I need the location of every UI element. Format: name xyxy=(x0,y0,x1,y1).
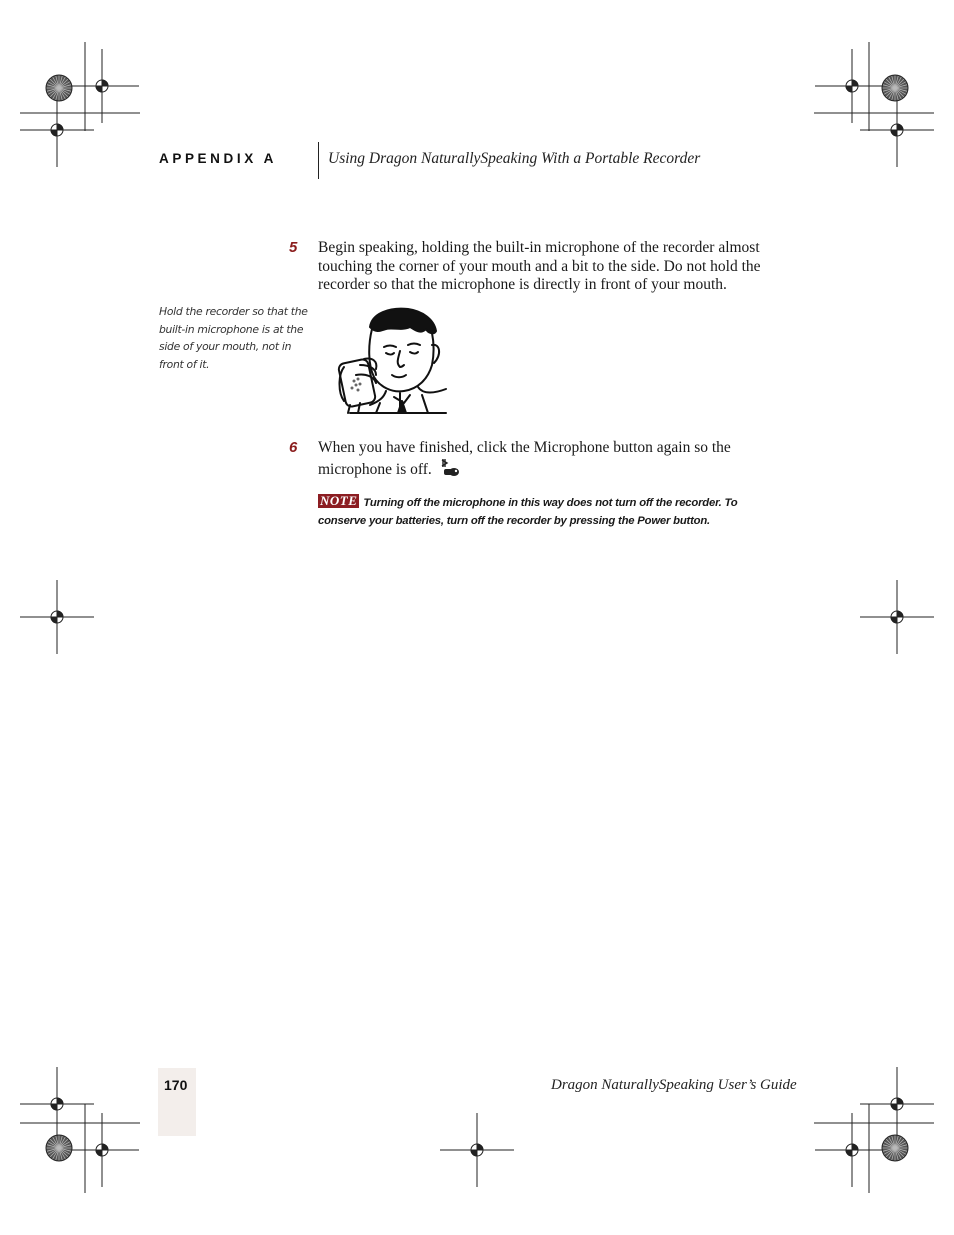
note-badge: NOTE xyxy=(320,493,358,508)
book-title: Dragon NaturallySpeaking User’s Guide xyxy=(551,1077,797,1093)
page-number: 170 xyxy=(164,1077,188,1093)
registration-starburst xyxy=(46,75,72,101)
note-callout xyxy=(318,494,788,530)
registration-crosshair xyxy=(65,1113,139,1187)
margin-note: Hold the recorder so that the built-in microphone is at the side of your mouth, not in front of it. xyxy=(159,305,308,371)
man-holding-recorder-illustration xyxy=(330,305,450,417)
registration-crosshair xyxy=(815,49,889,123)
step-number: 5 xyxy=(289,239,298,256)
registration-crosshair xyxy=(440,1113,514,1187)
step-text-content: When you have finished, click the Microphone button again so the microphone is off. xyxy=(318,439,731,478)
microphone-off-icon xyxy=(439,458,461,478)
registration-crosshair xyxy=(20,580,94,654)
step-text: Begin speaking, holding the built-in microphone of the recorder almost touching the corner of your mouth and a bit to the side. Do not hold the recorder so that the microphone is directly in front of your mouth. xyxy=(318,239,761,294)
note-text: Turning off the microphone in this way does not turn off the recorder. To conserve your batteries, turn off the recorder by pressing the Power button. xyxy=(318,497,738,527)
registration-crosshair xyxy=(815,1113,889,1187)
registration-crosshair xyxy=(20,1067,94,1141)
registration-crosshair xyxy=(20,93,94,167)
header-divider xyxy=(318,142,319,179)
registration-crosshair xyxy=(860,93,934,167)
registration-crosshair xyxy=(860,580,934,654)
registration-crosshair xyxy=(860,1067,934,1141)
section-label: APPENDIX A xyxy=(159,151,278,166)
registration-starburst xyxy=(46,1135,72,1161)
registration-starburst xyxy=(882,75,908,101)
registration-crosshair xyxy=(65,49,139,123)
step-number: 6 xyxy=(289,439,298,456)
chapter-title: Using Dragon NaturallySpeaking With a Portable Recorder xyxy=(328,150,701,167)
step-text xyxy=(318,439,778,479)
registration-starburst xyxy=(882,1135,908,1161)
